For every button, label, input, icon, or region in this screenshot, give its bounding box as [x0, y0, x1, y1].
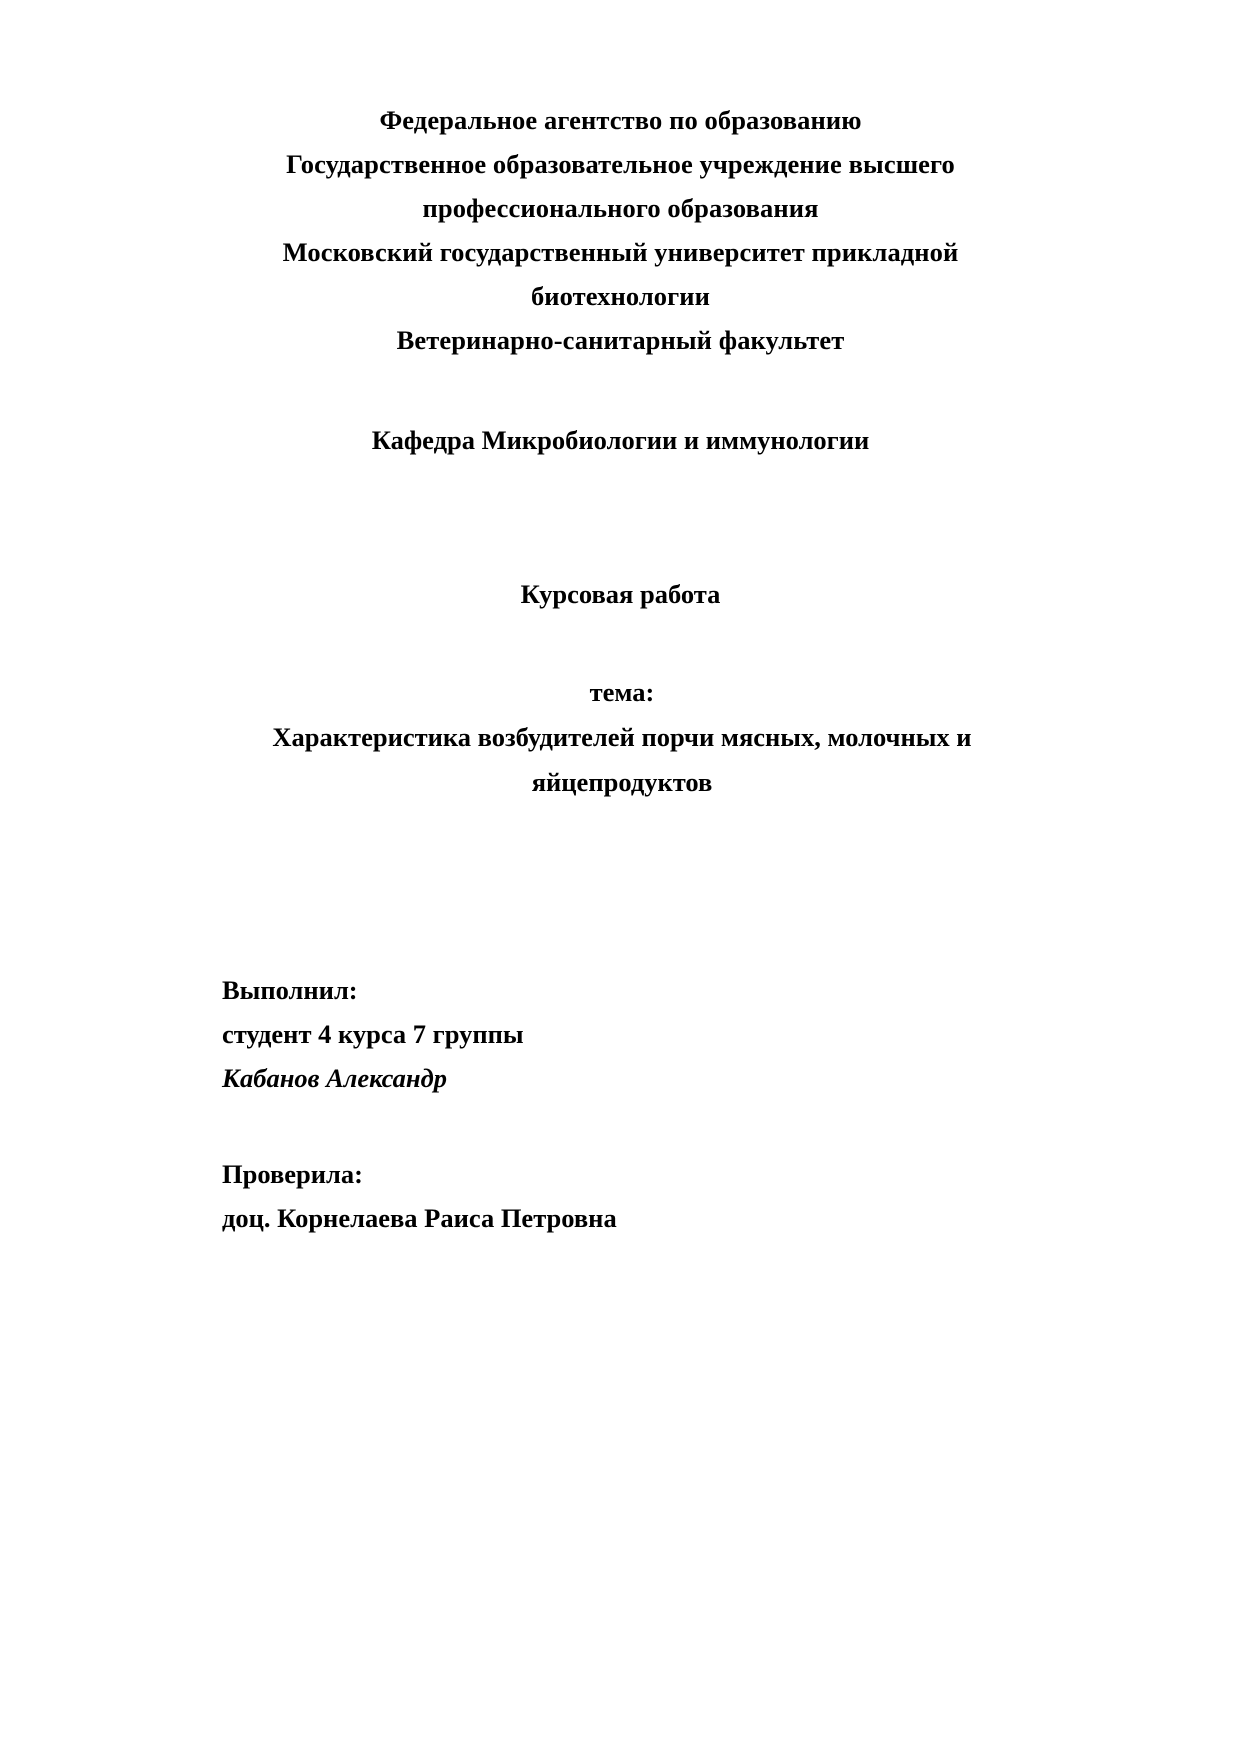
reviewer-name: доц. Корнелаева Раиса Петровна: [222, 1203, 617, 1233]
header-line-faculty: Ветеринарно-санитарный факультет: [396, 325, 845, 355]
author-name: Кабанов Александр: [222, 1063, 448, 1093]
author-block: [222, 968, 862, 1100]
theme-title: Характеристика возбудителей порчи мясных, молочных и яйцепродуктов: [272, 722, 972, 797]
header-line-agency: Федеральное агентство по образованию: [379, 105, 862, 135]
institution-header: [248, 98, 993, 362]
theme-label: тема:: [589, 677, 655, 707]
work-type-label: Курсовая работа: [520, 579, 721, 609]
department-name: Кафедра Микробиологии и иммунологии: [371, 425, 870, 455]
header-line-university: Московский государственный университет прикладной биотехнологии: [282, 237, 959, 311]
department-block: [248, 418, 993, 462]
header-line-institution-type: Государственное образовательное учреждение высшего профессионального образования: [286, 149, 955, 223]
work-type-block: [248, 572, 993, 616]
author-role-label: Выполнил:: [222, 975, 358, 1005]
reviewer-block: [222, 1152, 862, 1240]
theme-block: [248, 670, 996, 805]
author-course-group: студент 4 курса 7 группы: [222, 1019, 524, 1049]
reviewer-role-label: Проверила:: [222, 1159, 363, 1189]
